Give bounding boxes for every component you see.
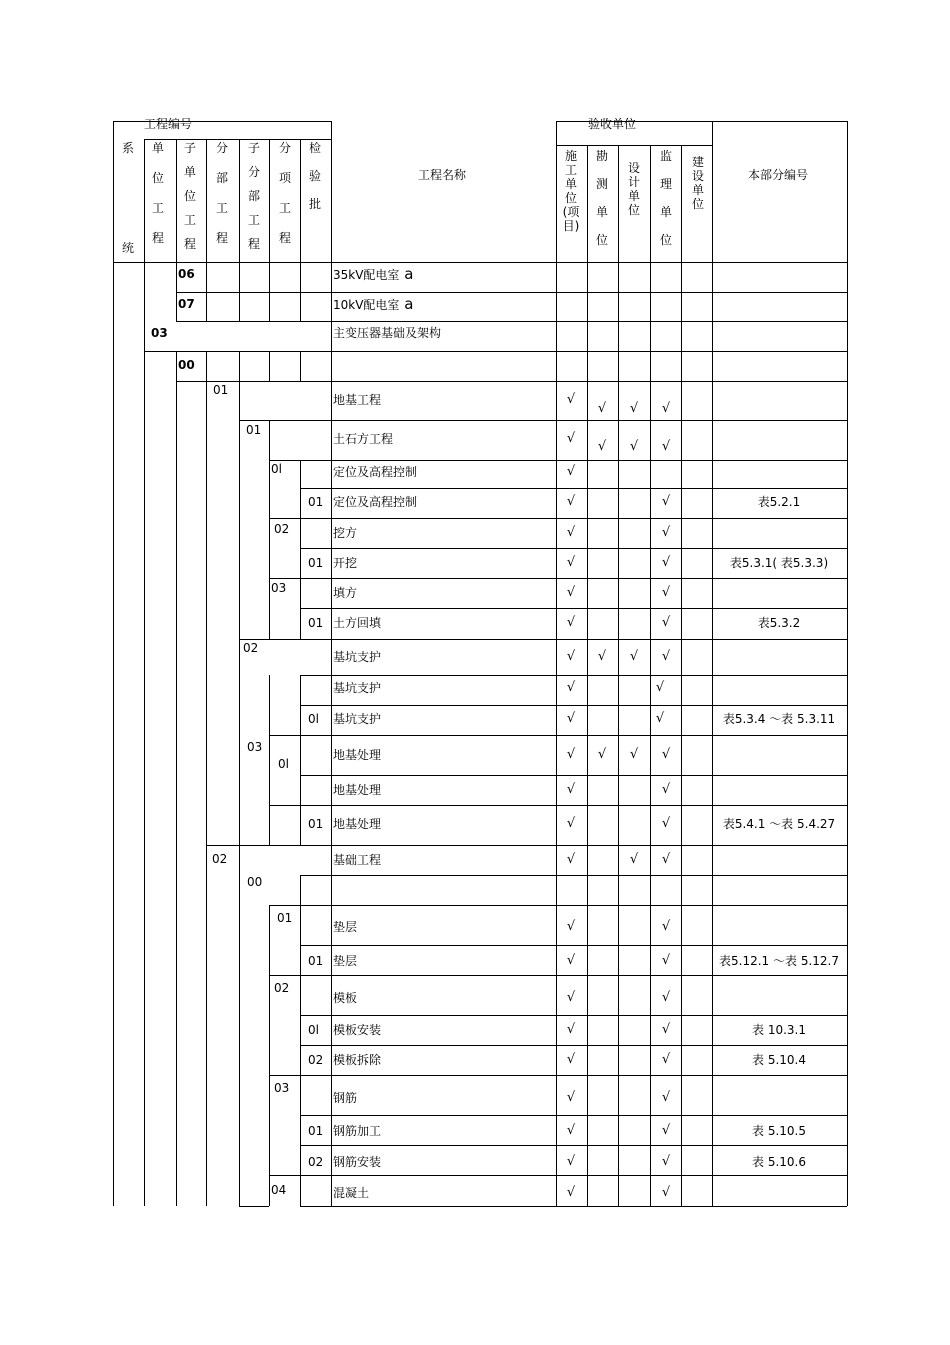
grid-line [206, 381, 207, 1206]
grid-line [269, 578, 300, 579]
grid-line [269, 905, 270, 1206]
sub-division-col-header: 工 [247, 213, 261, 227]
row-project-name: 35kV配电室 a [333, 265, 414, 283]
check-mark: √ [661, 649, 671, 664]
check-mark: √ [566, 585, 576, 600]
grid-line [144, 139, 145, 262]
grid-line [618, 145, 619, 262]
project-name-header: 工程名称 [417, 168, 467, 182]
check-mark: √ [566, 747, 576, 762]
grid-line [176, 321, 847, 322]
check-mark: √ [661, 615, 671, 630]
check-mark: √ [566, 392, 576, 407]
row-project-name: 模板 [333, 991, 358, 1005]
row-code: 02 [212, 852, 228, 866]
row-project-name: 地基工程 [333, 393, 382, 407]
grid-line [300, 1145, 847, 1146]
grid-line [176, 262, 177, 321]
row-project-name: 10kV配电室 a [333, 295, 414, 313]
grid-line [239, 639, 331, 640]
row-project-name: 模板安装 [333, 1023, 382, 1037]
row-code: 06 [178, 267, 195, 281]
check-mark: √ [566, 431, 576, 446]
construction-unit-header: 单 [564, 177, 578, 191]
row-project-name: 基坑支护 [333, 681, 382, 695]
check-mark: √ [661, 1154, 671, 1169]
row-project-name: 垫层 [333, 954, 358, 968]
grid-line [144, 351, 847, 352]
grid-line [176, 139, 177, 262]
grid-line [300, 608, 847, 609]
row-sub-code: 0l [278, 757, 289, 771]
row-project-name: 基坑支护 [333, 650, 382, 664]
division-col-header: 分 [215, 141, 229, 155]
construction-unit-header: 位 [564, 191, 578, 205]
grid-line [269, 420, 270, 639]
check-mark: √ [566, 852, 576, 867]
row-code: 04 [271, 1183, 287, 1197]
row-project-name: 土石方工程 [333, 432, 394, 446]
grid-line [239, 1206, 269, 1207]
check-mark: √ [566, 953, 576, 968]
check-mark: √ [629, 401, 639, 416]
grid-line [300, 578, 847, 579]
grid-line [239, 262, 240, 321]
row-code: 07 [178, 297, 195, 311]
row-code: 01 [308, 1124, 324, 1138]
row-project-name: 钢筋安装 [333, 1155, 382, 1169]
acceptance-units-header: 验收单位 [587, 117, 637, 131]
row-part-number: 表5.4.1 ～表 5.4.27 [722, 817, 836, 831]
design-unit-header: 位 [627, 203, 641, 217]
grid-line [300, 775, 847, 776]
construction-unit-header: 目) [562, 219, 580, 233]
grid-line [239, 351, 240, 381]
row-code: 0l [271, 462, 282, 476]
part-number-header: 本部分编号 [747, 168, 809, 182]
grid-line [300, 1175, 847, 1176]
row-code: 01 [308, 954, 324, 968]
check-mark: √ [597, 649, 607, 664]
check-mark: √ [566, 816, 576, 831]
grid-line [300, 139, 301, 262]
check-mark: √ [566, 1123, 576, 1138]
sub-division-col-header: 程 [247, 237, 261, 251]
grid-line [206, 139, 207, 262]
grid-line [300, 1015, 847, 1016]
check-mark: √ [566, 711, 576, 726]
sub-division-col-header: 部 [247, 189, 261, 203]
survey-unit-header: 位 [595, 233, 609, 247]
check-mark: √ [566, 1154, 576, 1169]
batch-col-header: 验 [308, 169, 322, 183]
grid-line [300, 975, 847, 976]
grid-line [681, 262, 682, 1206]
row-code: 00 [178, 358, 195, 372]
row-code: 02 [243, 641, 259, 655]
grid-line [176, 351, 177, 1206]
check-mark: √ [661, 525, 671, 540]
grid-line [269, 139, 270, 262]
check-mark: √ [661, 953, 671, 968]
unit-col-header: 工 [151, 201, 165, 215]
supervision-unit-header: 理 [659, 177, 673, 191]
row-code: 0l [308, 1023, 319, 1037]
unit-col-header: 位 [151, 171, 165, 185]
check-mark: √ [566, 464, 576, 479]
row-code: 01 [308, 616, 324, 630]
row-code: 02 [274, 981, 290, 995]
grid-line [300, 488, 847, 489]
grid-line [300, 1206, 847, 1207]
grid-line [269, 1175, 300, 1176]
system-col-header: 系 [121, 141, 135, 155]
check-mark: √ [597, 439, 607, 454]
grid-line [144, 262, 145, 1206]
check-mark: √ [597, 747, 607, 762]
grid-line [269, 735, 300, 736]
grid-line [300, 735, 847, 736]
row-project-name: 基坑支护 [333, 712, 382, 726]
grid-line [300, 705, 847, 706]
grid-line [239, 420, 331, 421]
row-part-number: 表5.12.1 ～表 5.12.7 [719, 954, 839, 968]
supervision-unit-header: 单 [659, 205, 673, 219]
row-code: 02 [308, 1155, 324, 1169]
check-mark: √ [661, 1123, 671, 1138]
grid-line [239, 381, 240, 1206]
check-mark: √ [566, 1052, 576, 1067]
check-mark: √ [629, 649, 639, 664]
grid-line [206, 351, 207, 381]
grid-line [269, 675, 270, 845]
check-mark: √ [655, 711, 665, 726]
grid-line [300, 1045, 847, 1046]
check-mark: √ [661, 585, 671, 600]
row-part-number: 表 10.3.1 [752, 1023, 806, 1037]
check-mark: √ [566, 494, 576, 509]
design-unit-header: 单 [627, 189, 641, 203]
batch-col-header: 检 [308, 141, 322, 155]
check-mark: √ [566, 680, 576, 695]
check-mark: √ [629, 747, 639, 762]
check-mark: √ [661, 1185, 671, 1200]
check-mark: √ [566, 555, 576, 570]
row-code: 01 [308, 817, 324, 831]
owner-unit-header: 单 [691, 183, 705, 197]
sub-unit-col-header: 位 [183, 189, 197, 203]
grid-line [300, 805, 847, 806]
check-mark: √ [655, 680, 665, 695]
row-project-name: 填方 [333, 586, 358, 600]
construction-unit-header: (项 [562, 205, 580, 219]
code-group-header: 工程编号 [143, 117, 193, 131]
sub-division-col-header: 子 [247, 141, 261, 155]
row-part-number: 表5.3.2 [757, 616, 801, 630]
check-mark: √ [566, 1022, 576, 1037]
row-code: 02 [308, 1053, 324, 1067]
check-mark: √ [661, 439, 671, 454]
grid-line [300, 875, 847, 876]
sub-unit-col-header: 程 [183, 237, 197, 251]
grid-line [556, 121, 557, 1206]
grid-line [847, 121, 848, 1206]
row-project-name: 土方回填 [333, 616, 382, 630]
sub-unit-col-header: 子 [183, 141, 197, 155]
row-part-number: 表5.3.1( 表5.3.3) [729, 556, 829, 570]
grid-line [300, 460, 847, 461]
design-unit-header: 设 [627, 161, 641, 175]
grid-line [239, 139, 240, 262]
row-project-name: 挖方 [333, 526, 358, 540]
check-mark: √ [661, 852, 671, 867]
row-code: 01 [308, 556, 324, 570]
grid-line [269, 805, 300, 806]
division-col-header: 程 [215, 231, 229, 245]
row-part-number: 表 5.10.5 [752, 1124, 806, 1138]
check-mark: √ [597, 401, 607, 416]
check-mark: √ [566, 990, 576, 1005]
grid-line [269, 1075, 300, 1076]
grid-line [269, 351, 270, 381]
grid-line [206, 381, 331, 382]
owner-unit-header: 位 [691, 197, 705, 211]
grid-line [300, 675, 331, 676]
row-project-name: 垫层 [333, 920, 358, 934]
row-part-number: 表5.2.1 [757, 495, 801, 509]
row-code: 03 [274, 1081, 290, 1095]
supervision-unit-header: 位 [659, 233, 673, 247]
grid-line [300, 1115, 847, 1116]
design-unit-header: 计 [627, 175, 641, 189]
survey-unit-header: 勘 [595, 149, 609, 163]
grid-line [712, 121, 713, 1206]
row-code: 0l [308, 712, 319, 726]
grid-line [300, 1075, 847, 1076]
grid-line [269, 460, 300, 461]
row-code: 01 [277, 911, 293, 925]
row-part-number: 表 5.10.6 [752, 1155, 806, 1169]
unit-col-header: 程 [151, 231, 165, 245]
row-project-name: 地基处理 [333, 748, 382, 762]
sub-division-col-header: 分 [247, 165, 261, 179]
check-mark: √ [661, 494, 671, 509]
grid-line [681, 145, 682, 262]
grid-line [300, 675, 847, 676]
grid-line [300, 945, 847, 946]
row-code: 02 [274, 522, 290, 536]
check-mark: √ [629, 439, 639, 454]
row-part-number: 表 5.10.4 [752, 1053, 806, 1067]
grid-line [144, 139, 331, 140]
sub-unit-col-header: 工 [183, 213, 197, 227]
check-mark: √ [566, 1090, 576, 1105]
check-mark: √ [566, 649, 576, 664]
batch-col-header: 批 [308, 197, 322, 211]
row-sub-code: 00 [247, 875, 263, 889]
grid-line [300, 639, 847, 640]
grid-line [587, 145, 588, 262]
construction-unit-header: 施 [564, 149, 578, 163]
grid-line [113, 121, 114, 1206]
grid-line [331, 121, 332, 1206]
row-project-name: 混凝土 [333, 1186, 370, 1200]
row-code: 01 [246, 423, 262, 437]
construction-unit-header: 工 [564, 163, 578, 177]
grid-line [300, 875, 301, 1206]
division-col-header: 工 [215, 201, 229, 215]
system-col-header: 统 [121, 241, 135, 255]
check-mark: √ [661, 1052, 671, 1067]
grid-line [650, 262, 651, 1206]
row-project-name: 地基处理 [333, 817, 382, 831]
grid-line [556, 145, 712, 146]
row-name-suffix: a [399, 295, 414, 313]
division-col-header: 部 [215, 171, 229, 185]
grid-line [587, 262, 588, 1206]
item-col-header: 分 [278, 141, 292, 155]
grid-line [269, 518, 300, 519]
check-mark: √ [566, 525, 576, 540]
row-project-name: 钢筋 [333, 1091, 358, 1105]
grid-line [300, 845, 847, 846]
row-code: 01 [213, 383, 229, 397]
grid-line [618, 262, 619, 1206]
row-code: 01 [308, 495, 324, 509]
row-project-name: 模板拆除 [333, 1053, 382, 1067]
grid-line [206, 845, 331, 846]
check-mark: √ [661, 782, 671, 797]
row-project-name: 地基处理 [333, 783, 382, 797]
row-project-name: 定位及高程控制 [333, 495, 418, 509]
check-mark: √ [566, 782, 576, 797]
row-code: 03 [151, 326, 168, 340]
grid-line [300, 262, 301, 321]
grid-line [300, 675, 301, 845]
check-mark: √ [566, 1185, 576, 1200]
check-mark: √ [661, 816, 671, 831]
grid-line [113, 262, 847, 263]
check-mark: √ [629, 852, 639, 867]
grid-line [300, 420, 847, 421]
row-code: 03 [271, 581, 287, 595]
row-project-name: 开挖 [333, 556, 358, 570]
grid-line [300, 351, 301, 381]
grid-line [300, 905, 847, 906]
owner-unit-header: 建 [691, 155, 705, 169]
owner-unit-header: 设 [691, 169, 705, 183]
check-mark: √ [566, 615, 576, 630]
check-mark: √ [566, 919, 576, 934]
grid-line [300, 548, 847, 549]
check-mark: √ [661, 747, 671, 762]
item-col-header: 工 [278, 201, 292, 215]
grid-line [300, 460, 301, 639]
check-mark: √ [661, 990, 671, 1005]
row-name-suffix: a [399, 265, 414, 283]
sub-unit-col-header: 单 [183, 165, 197, 179]
row-project-name: 钢筋加工 [333, 1124, 382, 1138]
grid-line [206, 262, 207, 321]
survey-unit-header: 单 [595, 205, 609, 219]
survey-unit-header: 测 [595, 177, 609, 191]
check-mark: √ [661, 555, 671, 570]
grid-line [269, 975, 300, 976]
row-code: 03 [247, 740, 263, 754]
grid-line [176, 292, 847, 293]
supervision-unit-header: 监 [659, 149, 673, 163]
item-col-header: 项 [278, 171, 292, 185]
grid-line [300, 518, 847, 519]
item-col-header: 程 [278, 231, 292, 245]
row-project-name: 定位及高程控制 [333, 465, 418, 479]
grid-line [650, 145, 651, 262]
unit-col-header: 单 [151, 141, 165, 155]
row-part-number: 表5.3.4 ～表 5.3.11 [722, 712, 836, 726]
check-mark: √ [661, 919, 671, 934]
check-mark: √ [661, 1022, 671, 1037]
row-project-name: 主变压器基础及架构 [333, 326, 442, 340]
grid-line [269, 905, 300, 906]
check-mark: √ [661, 1090, 671, 1105]
row-project-name: 基础工程 [333, 853, 382, 867]
grid-line [269, 262, 270, 321]
check-mark: √ [661, 401, 671, 416]
